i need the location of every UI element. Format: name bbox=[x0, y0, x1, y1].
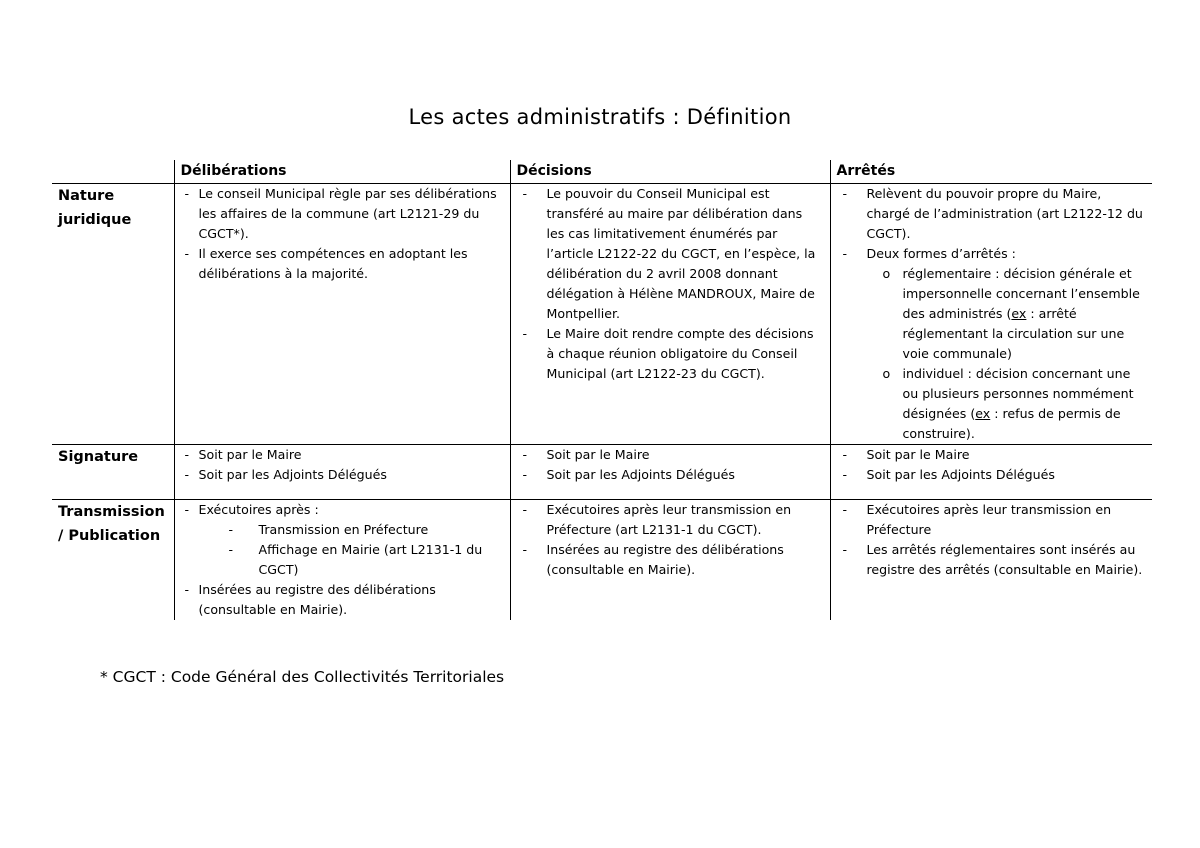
row-header-signature: Signature bbox=[52, 445, 174, 500]
footnote: * CGCT : Code Général des Collectivités Territoriales bbox=[100, 668, 505, 686]
list-item: - Soit par le Maire bbox=[522, 447, 650, 462]
column-header-decisions: Décisions bbox=[510, 160, 830, 184]
column-header-deliberations: Délibérations bbox=[174, 160, 510, 184]
cell-nature-decisions bbox=[510, 184, 830, 445]
table-row-signature bbox=[52, 445, 1152, 500]
list-item: - Exécutoires après : - Transmission en Préfecture - Affichage en Mairie (art L2131-1 du CGCT) bbox=[181, 500, 504, 580]
list-item: - Exécutoires après leur transmission en Préfecture bbox=[842, 502, 1112, 537]
list-item: - Soit par les Adjoints Délégués bbox=[842, 467, 1055, 482]
column-header-arretes: Arrêtés bbox=[830, 160, 1152, 184]
list-item: - Relèvent du pouvoir propre du Maire, chargé de l’administration (art L2122-12 du CGCT). bbox=[842, 186, 1143, 241]
list-item: - Affichage en Mairie (art L2131-1 du CGCT) bbox=[228, 542, 483, 577]
list-item: - Le Maire doit rendre compte des décisions à chaque réunion obligatoire du Conseil Municipal (art L2122-23 du CGCT). bbox=[522, 326, 814, 381]
cell-signature-deliberations bbox=[174, 445, 510, 500]
list-item: - Soit par le Maire bbox=[184, 447, 302, 462]
list-item: - Deux formes d’arrêtés : o réglementaire : décision générale et impersonnelle concernant l’ensemble des administrés (ex : arrêté réglementant la circulation sur une voie communale) o individuel : décision concernant une ou plusieurs personnes nommément désignées (ex : refus de permis de construire). bbox=[837, 244, 1147, 444]
cell-signature-arretes bbox=[830, 445, 1152, 500]
list-item: - Soit par le Maire bbox=[842, 447, 970, 462]
list-item: - Soit par les Adjoints Délégués bbox=[522, 467, 735, 482]
page-title: Les actes administratifs : Définition bbox=[408, 105, 792, 129]
cell-transmission-arretes bbox=[830, 500, 1152, 621]
list-item: - Transmission en Préfecture bbox=[228, 522, 429, 537]
list-item: - Soit par les Adjoints Délégués bbox=[184, 467, 387, 482]
list-item: o réglementaire : décision générale et impersonnelle concernant l’ensemble des administrés (ex : arrêté réglementant la circulation sur une voie communale) bbox=[882, 266, 1140, 361]
actes-table bbox=[52, 160, 1152, 620]
row-header-nature-juridique: Nature juridique bbox=[52, 184, 174, 445]
list-item: - Le conseil Municipal règle par ses délibérations les affaires de la commune (art L2121-29 du CGCT*). bbox=[184, 186, 497, 241]
table-row-nature-juridique bbox=[52, 184, 1152, 445]
list-item: - Insérées au registre des délibérations (consultable en Mairie). bbox=[184, 582, 436, 617]
list-item: o individuel : décision concernant une ou plusieurs personnes nommément désignées (ex : refus de permis de construire). bbox=[882, 366, 1134, 441]
cell-nature-deliberations bbox=[174, 184, 510, 445]
cell-signature-decisions bbox=[510, 445, 830, 500]
list-item: - Les arrêtés réglementaires sont insérés au registre des arrêtés (consultable en Mairie). bbox=[842, 542, 1143, 577]
cell-transmission-deliberations bbox=[174, 500, 510, 621]
list-item: - Insérées au registre des délibérations (consultable en Mairie). bbox=[522, 542, 784, 577]
list-item: - Exécutoires après leur transmission en Préfecture (art L2131-1 du CGCT). bbox=[522, 502, 792, 537]
table-row-transmission bbox=[52, 500, 1152, 621]
row-header-transmission: Transmission / Publication bbox=[52, 500, 174, 621]
cell-transmission-decisions bbox=[510, 500, 830, 621]
header-row bbox=[52, 160, 1152, 184]
list-item: - Il exerce ses compétences en adoptant les délibérations à la majorité. bbox=[184, 246, 468, 281]
list-item: - Le pouvoir du Conseil Municipal est transféré au maire par délibération dans les cas limitativement énumérés par l’article L2122-22 du CGCT, en l’espèce, la délibération du 2 avril 2008 donnant délégation à Hélène MANDROUX, Maire de Montpellier. bbox=[522, 186, 816, 321]
cell-nature-arretes bbox=[830, 184, 1152, 445]
